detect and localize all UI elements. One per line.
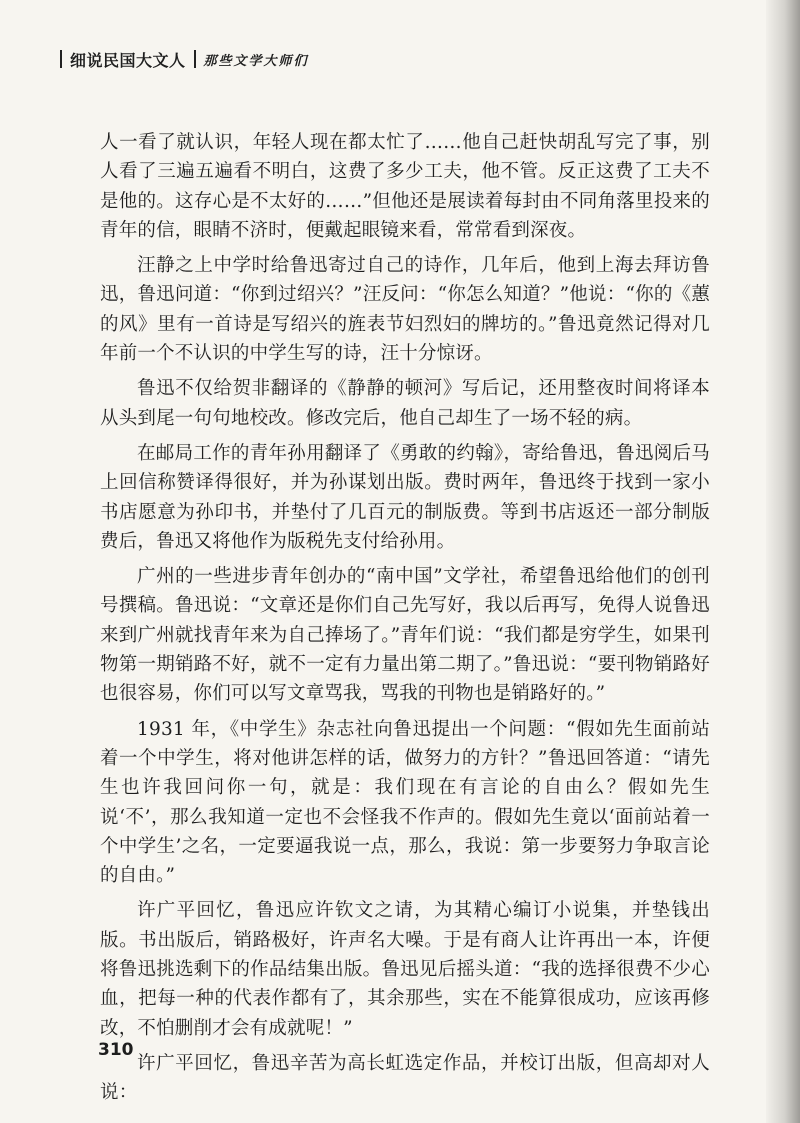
header-divider xyxy=(194,50,196,68)
paragraph: 许广平回忆，鲁迅辛苦为高长虹选定作品，并校订出版，但高却对人说： xyxy=(100,1052,710,1104)
paragraph: 汪静之上中学时给鲁迅寄过自己的诗作，几年后，他到上海去拜访鲁迅，鲁迅问道：“你到过绍兴？”汪反问：“你怎么知道？”他说：“你的《蕙的风》里有一首诗是写绍兴的旌表节妇烈妇的牌坊的。”鲁迅竟然记得对几年前一个不认识的中学生写的诗，汪十分惊讶。 xyxy=(100,255,710,365)
paragraph: 许广平回忆，鲁迅应许钦文之请，为其精心编订小说集，并垫钱出版。书出版后，销路极好，许声名大噪。于是有商人让许再出一本，许便将鲁迅挑选剩下的作品结集出版。鲁迅见后摇头道：“我的选择很费不少心血，把每一种的代表作都有了，其余那些，实在不能算很成功，应该再修改，不怕删削才会有成就呢！” xyxy=(100,900,710,1039)
book-title: 细说民国大文人 xyxy=(70,50,186,70)
paragraph: 1931 年，《中学生》杂志社向鲁迅提出一个问题：“假如先生面前站着一个中学生，将对他讲怎样的话，做努力的方针？”鲁迅回答道：“请先生也许我回问你一句，就是：我们现在有言论的自由么？假如先生说‘不’，那么我知道一定也不会怪我不作声的。假如先生竟以‘面前站着一个中学生’之名，一定要逼我说一点，那么，我说：第一步要努力争取言论的自由。” xyxy=(100,718,710,887)
paragraph: 鲁迅不仅给贺非翻译的《静静的顿河》写后记，还用整夜时间将译本从头到尾一句句地校改。修改完后，他自己却生了一场不轻的病。 xyxy=(100,378,710,429)
page-number: 310 xyxy=(98,1040,134,1060)
paragraph: 在邮局工作的青年孙用翻译了《勇敢的约翰》，寄给鲁迅，鲁迅阅后马上回信称赞译得很好，并为孙谋划出版。费时两年，鲁迅终于找到一家小书店愿意为孙印书，并垫付了几百元的制版费。等到书店返还一部分制版费后，鲁迅又将他作为版税先支付给孙用。 xyxy=(100,442,710,552)
paragraph-continued: 人一看了就认识，年轻人现在都太忙了……他自己赶快胡乱写完了事，别人看了三遍五遍看不明白，这费了多少工夫，他不管。反正这费了工夫不是他的。这存心是不太好的……”但他还是展读着每封由不同角落里投来的青年的信，眼睛不济时，便戴起眼镜来看，常常看到深夜。 xyxy=(100,132,710,241)
chapter-title: 那些文学大师们 xyxy=(203,53,309,69)
header-divider xyxy=(60,50,62,68)
page-edge-shadow xyxy=(766,0,800,1123)
body-text xyxy=(100,128,710,1114)
running-header xyxy=(60,46,309,72)
paragraph: 广州的一些进步青年创办的“南中国”文学社，希望鲁迅给他们的创刊号撰稿。鲁迅说：“文章还是你们自己先写好，我以后再写，免得人说鲁迅来到广州就找青年来为自己捧场了。”青年们说：“我们都是穷学生，如果刊物第一期销路不好，就不一定有力量出第二期了。”鲁迅说：“要刊物销路好也很容易，你们可以写文章骂我，骂我的刊物也是销路好的。” xyxy=(100,566,710,705)
